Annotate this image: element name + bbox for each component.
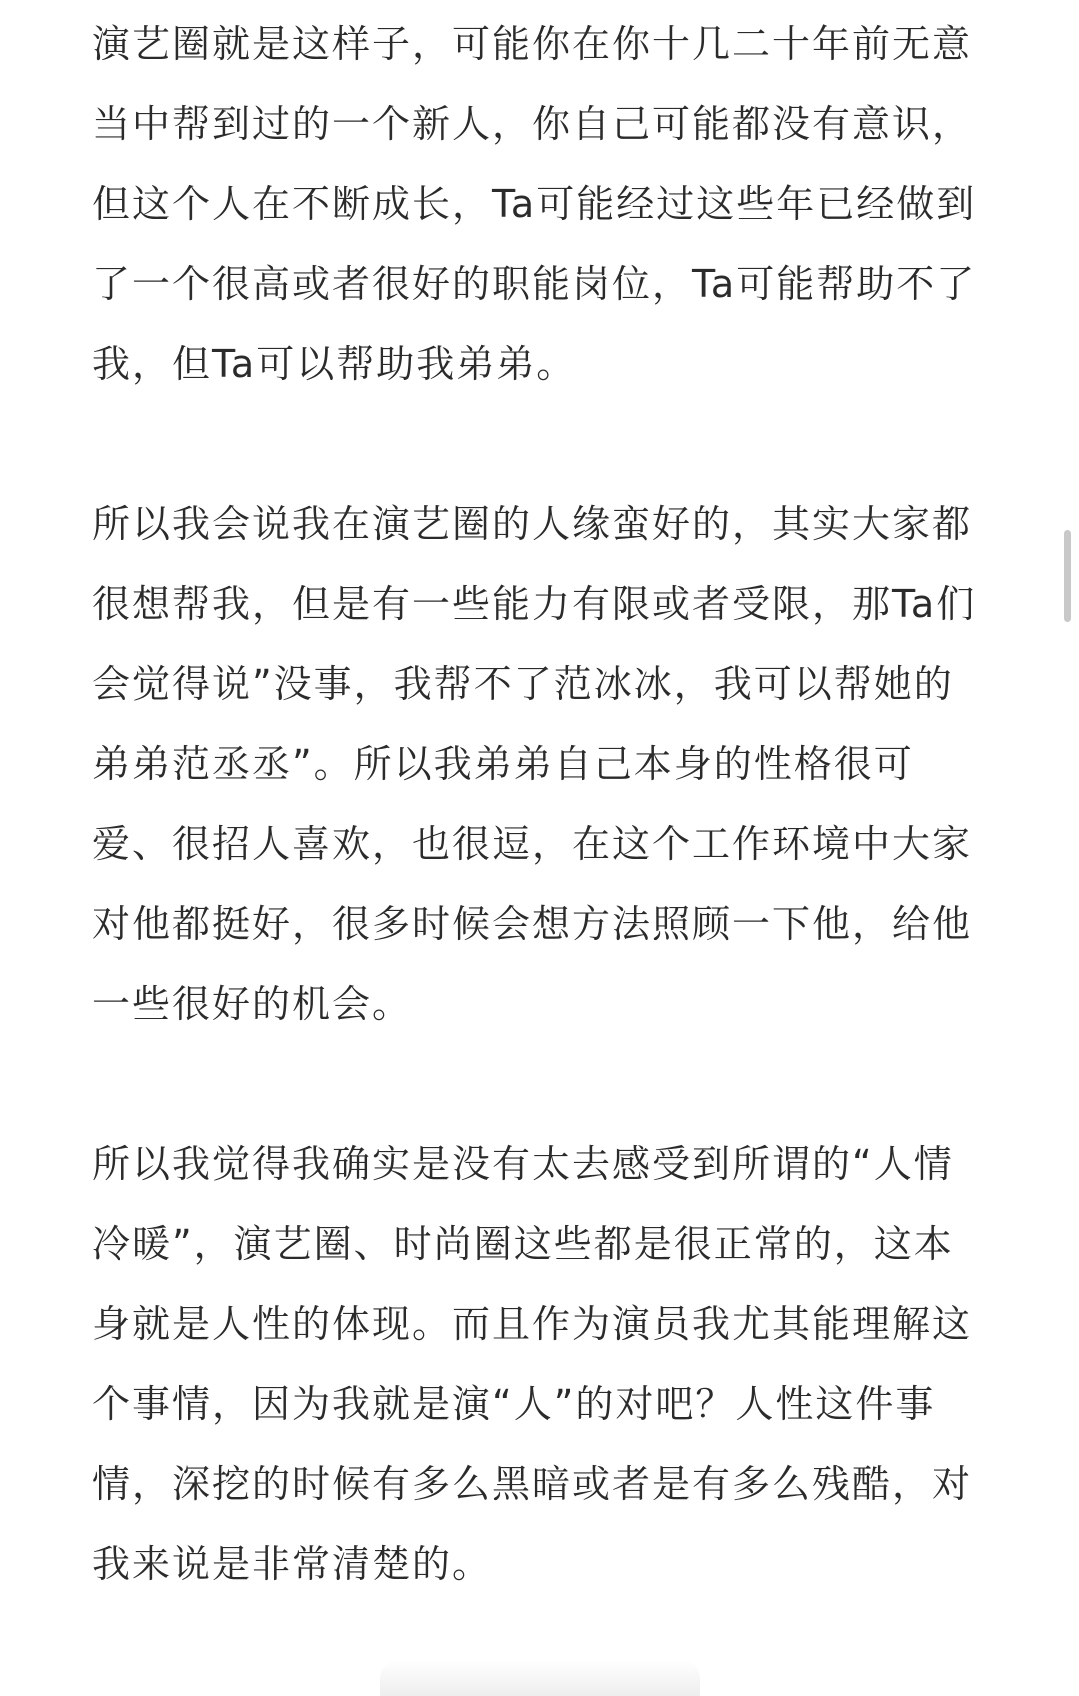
article-paragraph-3: 所以我觉得我确实是没有太去感受到所谓的“人情冷暖”，演艺圈、时尚圈这些都是很正常的，这本身就是人性的体现。而且作为演员我尤其能理解这个事情，因为我就是演“人”的对吧？人性这件事情，深挖的时候有多么黑暗或者是有多么残酷，对我来说是非常清楚的。 (92, 1142, 973, 1586)
bottom-fade-overlay (380, 1660, 700, 1696)
article-body (92, 4, 992, 1604)
article-paragraph-2: 所以我会说我在演艺圈的人缘蛮好的，其实大家都很想帮我，但是有一些能力有限或者受限，那Ta们会觉得说”没事，我帮不了范冰冰，我可以帮她的弟弟范丞丞”。所以我弟弟自己本身的性格很可爱、很招人喜欢，也很逗，在这个工作环境中大家对他都挺好，很多时候会想方法照顾一下他，给他一些很好的机会。 (92, 502, 977, 1026)
article-paragraph-1: 演艺圈就是这样子，可能你在你十几二十年前无意当中帮到过的一个新人，你自己可能都没有意识，但这个人在不断成长，Ta可能经过这些年已经做到了一个很高或者很好的职能岗位，Ta可能帮助不了我，但Ta可以帮助我弟弟。 (92, 22, 977, 386)
vertical-scrollbar[interactable] (1064, 530, 1071, 622)
